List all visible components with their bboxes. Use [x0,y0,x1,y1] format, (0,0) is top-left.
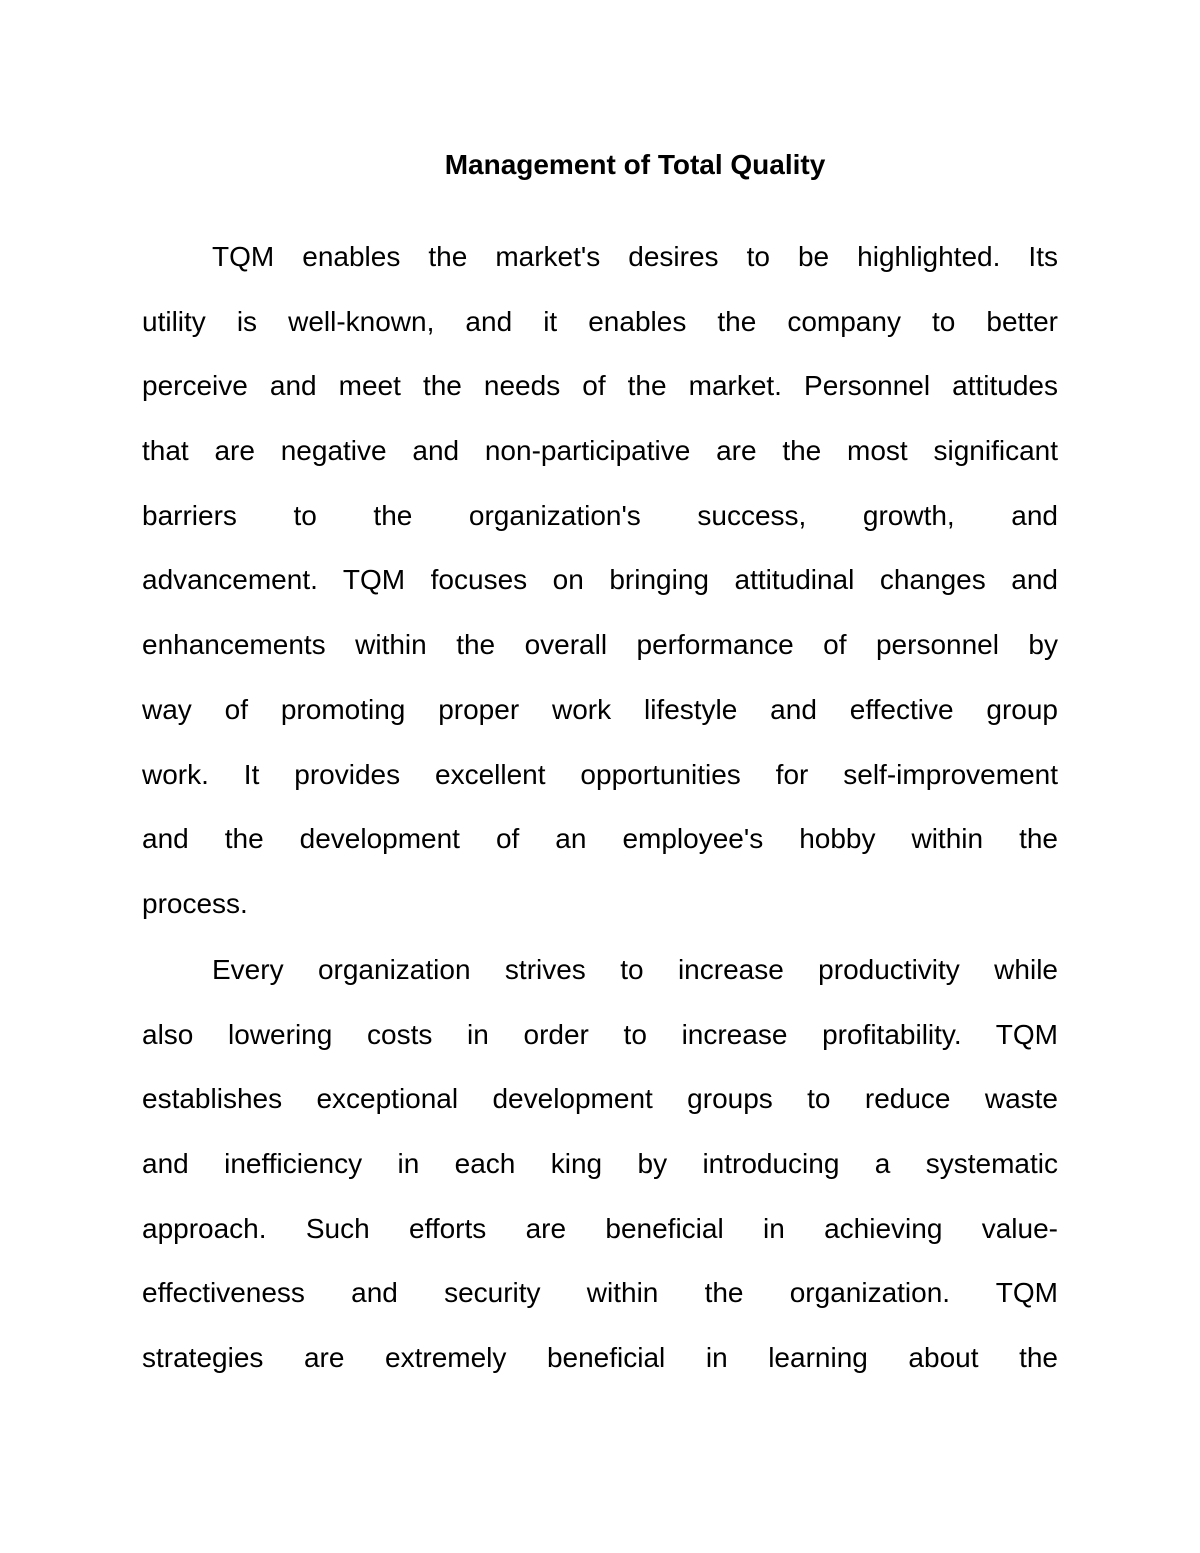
paragraph-line: work. It provides excellent opportunities for self-improvement [142,758,1058,790]
paragraph-line: and inefficiency in each king by introducing a systematic [142,1148,1058,1180]
paragraph-line: that are negative and non-participative are the most significant [142,435,1058,467]
paragraph-line: TQM enables the market's desires to be highlighted. Its [212,241,1058,272]
document-title: Management of Total Quality [444,149,826,180]
paragraph-line: establishes exceptional development groups to reduce waste [142,1083,1058,1115]
paragraph-line: effectiveness and security within the organization. TQM [142,1277,1058,1309]
paragraph-line: barriers to the organization's success, growth, and [142,499,1058,531]
paragraph-line: advancement. TQM focuses on bringing attitudinal changes and [142,564,1058,596]
paragraph-line: also lowering costs in order to increase profitability. TQM [142,1018,1058,1050]
paragraph-1 [142,225,1058,937]
paragraph-line: and the development of an employee's hobby within the [142,823,1058,855]
paragraph-line: Every organization strives to increase productivity while [212,954,1058,985]
paragraph-line: process. [142,887,248,919]
paragraph-line: strategies are extremely beneficial in learning about the [142,1342,1058,1374]
paragraph-line: utility is well-known, and it enables the company to better [142,305,1058,337]
paragraph-line: approach. Such efforts are beneficial in achieving value- [142,1212,1058,1244]
paragraph-2 [142,938,1058,1391]
paragraph-line: perceive and meet the needs of the market. Personnel attitudes [142,370,1058,402]
paragraph-line: way of promoting proper work lifestyle and effective group [142,693,1058,725]
paragraph-line: enhancements within the overall performance of personnel by [142,629,1058,661]
